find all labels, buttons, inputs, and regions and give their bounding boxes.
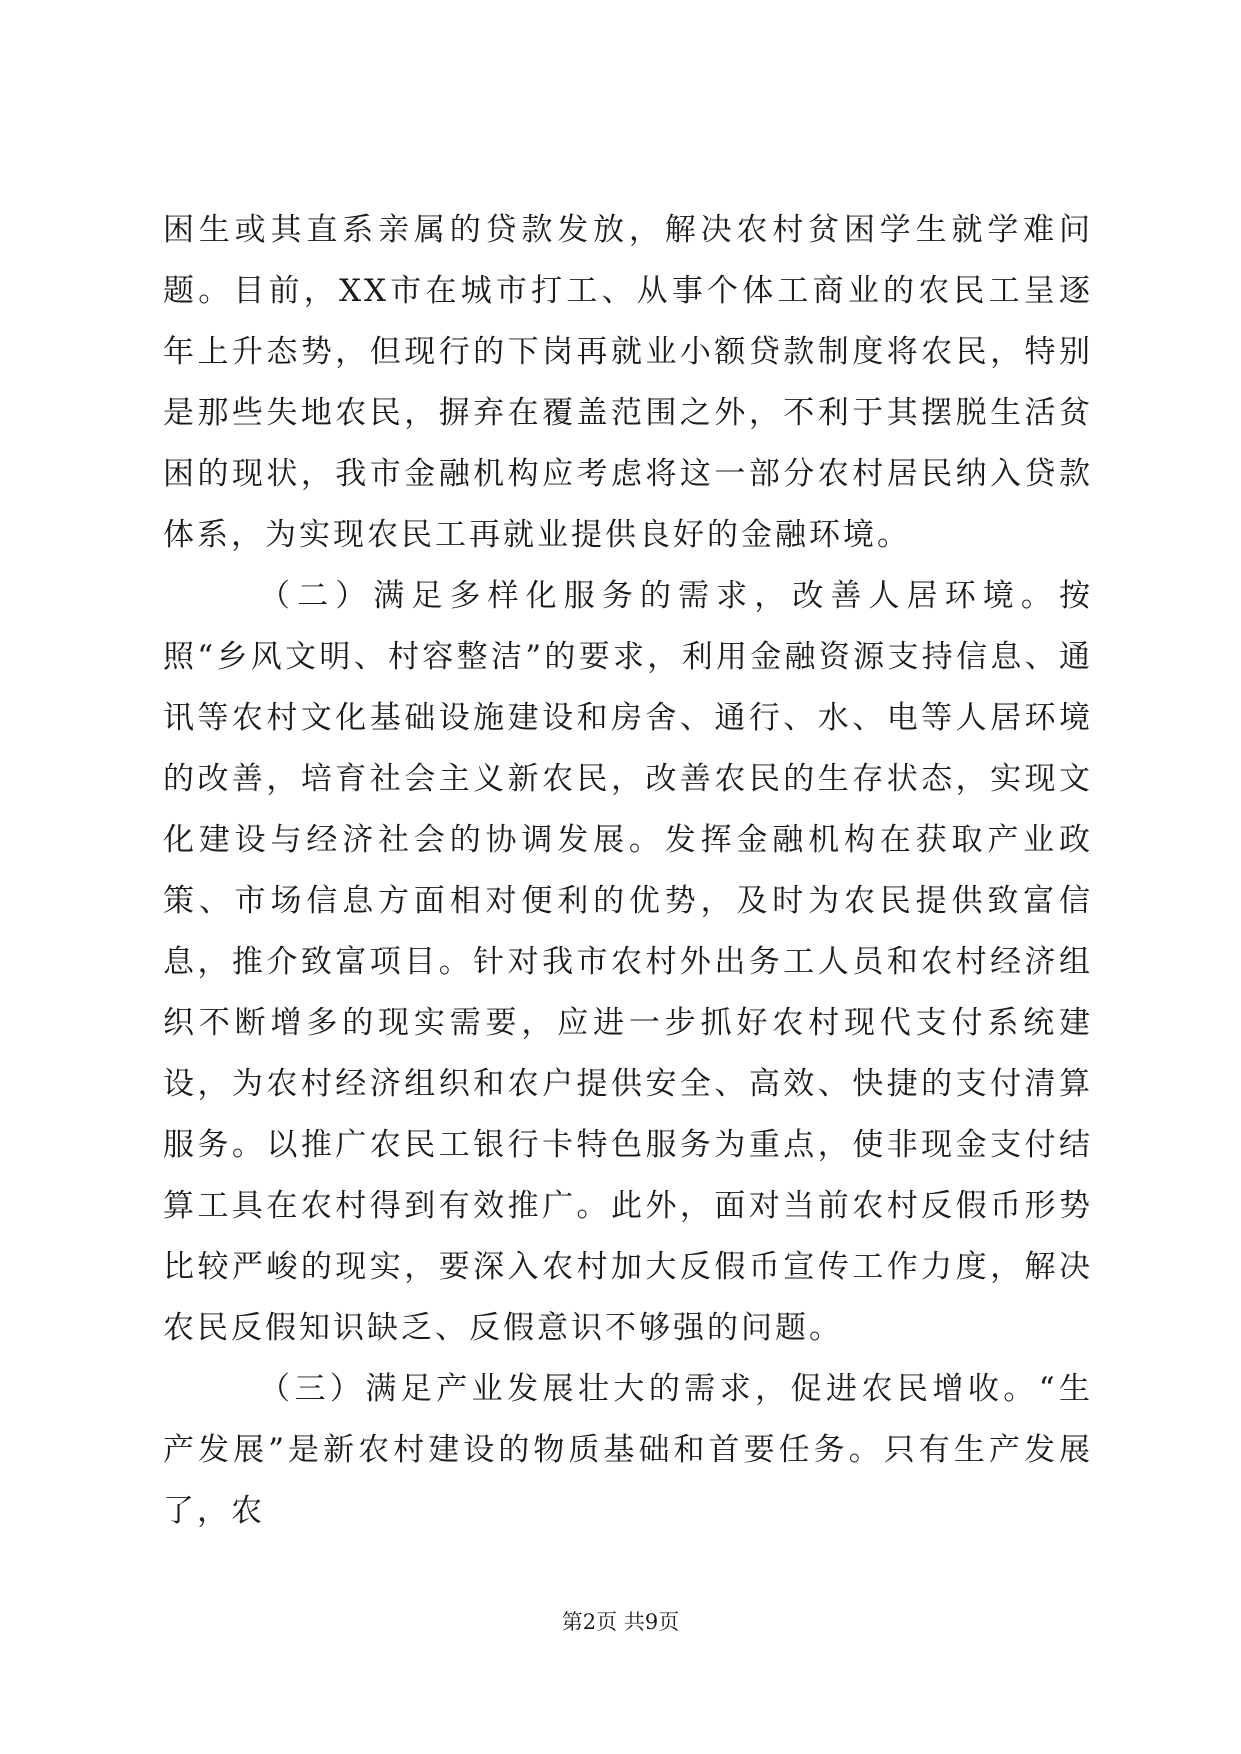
paragraph-1: 困生或其直系亲属的贷款发放，解决农村贫困学生就学难问题。目前，XX市在城市打工、从事个体工商业的农民工呈逐年上升态势，但现行的下岗再就业小额贷款制度将农民，特别是那些失地农民，摒弃在覆盖范围之外，不利于其摆脱生活贫困的现状，我市金融机构应考虑将这一部分农村居民纳入贷款体系，为实现农民工再就业提供良好的金融环境。 — [163, 212, 1093, 553]
paragraph-3: （三）满足产业发展壮大的需求，促进农民增收。“生产发展”是新农村建设的物质基础和首要任务。只有生产发展了，农 — [163, 1371, 1093, 1529]
page-footer — [0, 1608, 1241, 1636]
page-number-label: 第2页 共9页 — [561, 1610, 680, 1634]
paragraph-2: （二）满足多样化服务的需求，改善人居环境。按照“乡风文明、村容整洁”的要求，利用金融资源支持信息、通讯等农村文化基础设施建设和房舍、通行、水、电等人居环境的改善，培育社会主义新农民，改善农民的生存状态，实现文化建设与经济社会的协调发展。发挥金融机构在获取产业政策、市场信息方面相对便利的优势，及时为农民提供致富信息，推介致富项目。针对我市农村外出务工人员和农村经济组织不断增多的现实需要，应进一步抓好农村现代支付系统建设，为农村经济组织和农户提供安全、高效、快捷的支付清算服务。以推广农民工银行卡特色服务为重点，使非现金支付结算工具在农村得到有效推广。此外，面对当前农村反假币形势比较严峻的现实，要深入农村加大反假币宣传工作力度，解决农民反假知识缺乏、反假意识不够强的问题。 — [163, 578, 1093, 1346]
document-body — [163, 200, 1093, 1542]
